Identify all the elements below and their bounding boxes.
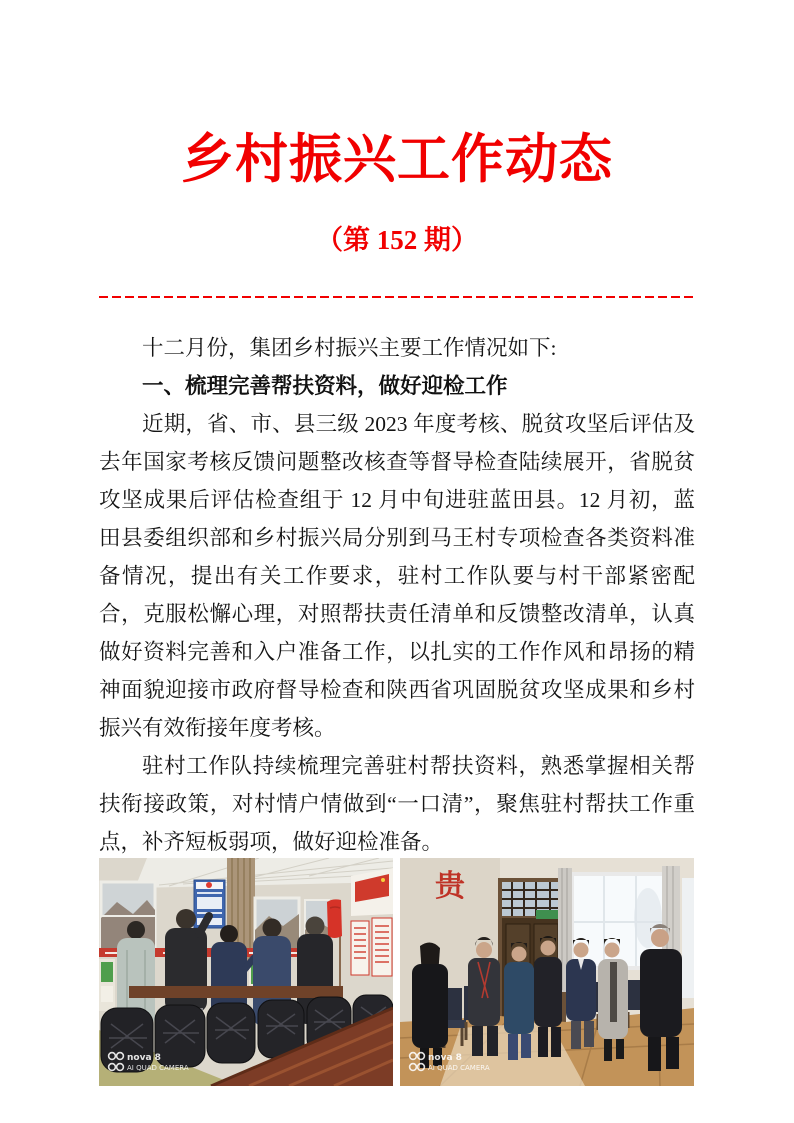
paragraph-1: 近期，省、市、县三级 2023 年度考核、脱贫攻坚后评估及去年国家考核反馈问题整改核查等督导检查陆续展开，省脱贫攻坚成果后评估检查组于 12 月中旬进驻蓝田县。12 月初，蓝田县委组织部和乡村振兴局分别到马王村专项检查各类资料准备情况，提出有关工作要求，驻村工作队要与村干部紧密配合，克服松懈心理，对照帮扶责任清单和反馈整改清单，认真做好资料完善和入户准备工作，以扎实的工作作风和昂扬的精神面貌迎接市政府督导检查和陕西省巩固脱贫攻坚成果和乡村振兴有效衔接年度考核。: [99, 411, 695, 740]
side-window: [682, 878, 694, 998]
red-dashed-divider: [99, 296, 695, 298]
wall-calligraphy-character: 贵: [435, 870, 465, 903]
watermark-device-label: nova 8: [127, 1053, 161, 1063]
green-door-sign: [536, 910, 560, 919]
issue-number: （第 152 期）: [316, 224, 478, 255]
watermark-device-label: nova 8: [428, 1053, 462, 1063]
photo-meeting-room: [99, 858, 393, 1086]
right-wall-posters: [351, 868, 393, 976]
body-text: [99, 329, 695, 861]
bench: [129, 986, 343, 998]
watermark-camera-label: AI QUAD CAMERA: [127, 1064, 189, 1072]
section-heading: 一、梳理完善帮扶资料，做好迎检工作: [142, 373, 508, 398]
intro-paragraph: 十二月份，集团乡村振兴主要工作情况如下:: [142, 335, 557, 360]
document-title: 乡村振兴工作动态: [181, 131, 613, 189]
photo-row: [99, 858, 694, 1086]
photo-group-discussion: [400, 858, 694, 1086]
paragraph-2: 驻村工作队持续梳理完善驻村帮扶资料，熟悉掌握相关帮扶衔接政策，对村情户情做到“一口清”，聚焦驻村帮扶工作重点，补齐短板弱项，做好迎检准备。: [99, 753, 695, 854]
watermark-camera-label: AI QUAD CAMERA: [428, 1064, 490, 1072]
